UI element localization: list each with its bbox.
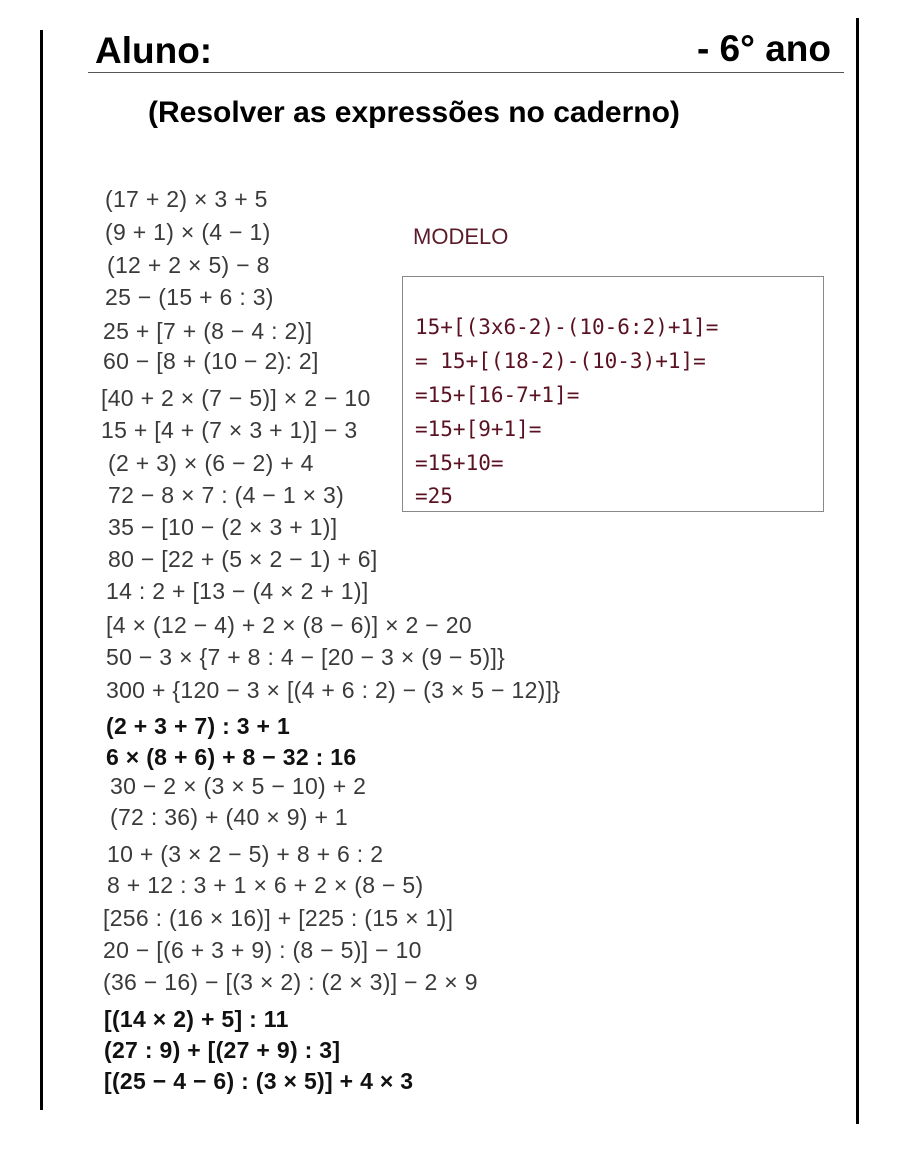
expression-item: 72 − 8 × 7 : (4 − 1 × 3): [108, 482, 345, 508]
expression-item: 15 + [4 + (7 × 3 + 1)] − 3: [101, 417, 358, 443]
expression-item: 80 − [22 + (5 × 2 − 1) + 6]: [108, 546, 378, 572]
model-line: = 15+[(18-2)-(10-3)+1]=: [415, 349, 706, 373]
expression-item: 30 − 2 × (3 × 5 − 10) + 2: [110, 773, 367, 799]
expression-item: [(14 × 2) + 5] : 11: [104, 1006, 289, 1032]
expression-item: [256 : (16 × 16)] + [225 : (15 × 1)]: [103, 905, 454, 931]
expression-item: 25 + [7 + (8 − 4 : 2)]: [103, 318, 313, 344]
expression-item: (12 + 2 × 5) − 8: [107, 252, 270, 278]
expression-item: 10 + (3 × 2 − 5) + 8 + 6 : 2: [107, 841, 384, 867]
expression-item: (2 + 3) × (6 − 2) + 4: [108, 450, 314, 476]
expression-item: (72 : 36) + (40 × 9) + 1: [110, 804, 348, 830]
model-line: =15+10=: [415, 451, 504, 475]
expression-item: 20 − [(6 + 3 + 9) : (8 − 5)] − 10: [103, 937, 422, 963]
expression-item: 14 : 2 + [13 − (4 × 2 + 1)]: [106, 578, 369, 604]
expression-item: 6 × (8 + 6) + 8 − 32 : 16: [106, 744, 357, 770]
instruction-text: (Resolver as expressões no caderno): [148, 96, 680, 129]
expression-item: 60 − [8 + (10 − 2): 2]: [103, 348, 319, 374]
expression-item: (2 + 3 + 7) : 3 + 1: [106, 713, 291, 739]
expression-item: 25 − (15 + 6 : 3): [105, 284, 274, 310]
model-line: 15+[(3x6-2)-(10-6:2)+1]=: [415, 315, 719, 339]
expression-item: [4 × (12 − 4) + 2 × (8 − 6)] × 2 − 20: [106, 612, 472, 638]
expression-item: 35 − [10 − (2 × 3 + 1)]: [108, 514, 338, 540]
model-label: MODELO: [413, 224, 509, 249]
model-line: =15+[16-7+1]=: [415, 383, 580, 407]
student-label: Aluno:: [95, 30, 213, 71]
expression-item: 50 − 3 × {7 + 8 : 4 − [20 − 3 × (9 − 5)]}: [106, 644, 506, 670]
expression-item: (17 + 2) × 3 + 5: [105, 186, 268, 212]
expression-item: [40 + 2 × (7 − 5)] × 2 − 10: [101, 385, 371, 411]
grade-label: - 6° ano: [696, 28, 831, 69]
expression-item: [(25 − 4 − 6) : (3 × 5)] + 4 × 3: [104, 1068, 414, 1094]
expression-item: 8 + 12 : 3 + 1 × 6 + 2 × (8 − 5): [107, 872, 424, 898]
model-box: [402, 276, 824, 512]
model-line: =15+[9+1]=: [415, 417, 542, 441]
expression-item: (27 : 9) + [(27 + 9) : 3]: [104, 1037, 341, 1063]
expression-item: (36 − 16) − [(3 × 2) : (2 × 3)] − 2 × 9: [103, 969, 478, 995]
expression-item: (9 + 1) × (4 − 1): [105, 219, 271, 245]
expression-item: 300 + {120 − 3 × [(4 + 6 : 2) − (3 × 5 − 12)]}: [106, 677, 561, 703]
model-line: =25: [415, 484, 453, 508]
